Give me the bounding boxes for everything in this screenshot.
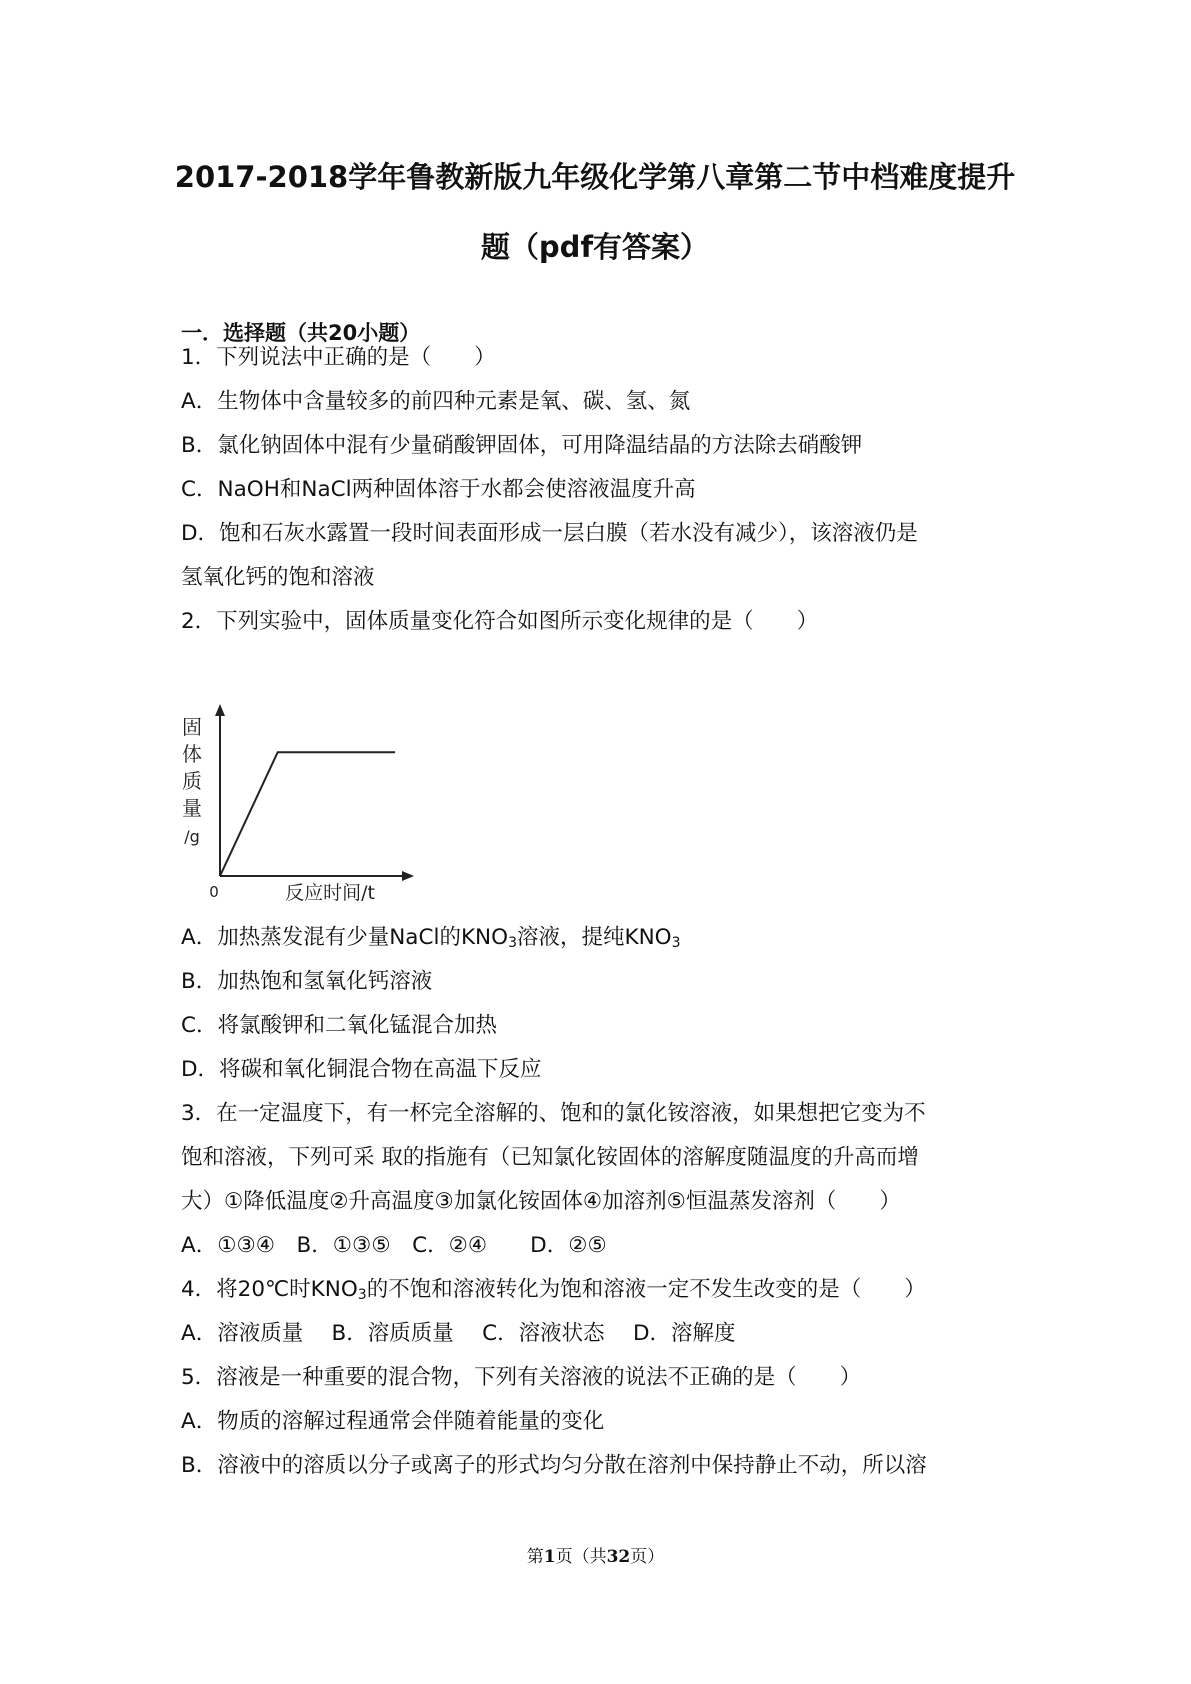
question-1-option-d: D．饱和石灰水露置一段时间表面形成一层白膜（若水没有减少），该溶液仍是 (181, 521, 918, 546)
x-axis-arrow (402, 871, 414, 881)
y-axis-label-char: /g (184, 827, 200, 846)
page-footer: 第1页（共32页） (526, 1547, 665, 1567)
y-axis-label-char: 量 (182, 796, 202, 820)
question-3-options: A．①③④ B．①③⑤ C．②④ D．②⑤ (181, 1233, 607, 1258)
question-5-stem: 5．溶液是一种重要的混合物，下列有关溶液的说法不正确的是（ ） (181, 1365, 862, 1390)
question-5-option-a: A．物质的溶解过程通常会伴随着能量的变化 (181, 1409, 605, 1434)
question-1-option-a: A．生物体中含量较多的前四种元素是氧、碳、氢、氮 (181, 389, 691, 414)
title-line-2: 题（pdf有答案） (480, 230, 710, 264)
question-3-stem-2: 饱和溶液，下列可采 取的指施有（已知氯化铵固体的溶解度随温度的升高而增 (181, 1145, 919, 1170)
question-1-stem: 1．下列说法中正确的是（ ） (181, 345, 496, 370)
question-4-options: A．溶液质量 B．溶质质量 C．溶液状态 D．溶解度 (181, 1321, 736, 1346)
question-1-option-c: C．NaOH和NaCl两种固体溶于水都会使溶液温度升高 (181, 477, 696, 502)
document-title (170, 142, 1020, 282)
question-1-option-b: B．氯化钠固体中混有少量硝酸钾固体，可用降温结晶的方法除去硝酸钾 (181, 433, 863, 458)
y-axis-label (182, 715, 202, 846)
solid-mass-chart (178, 700, 438, 910)
title-line-1: 2017-2018学年鲁教新版九年级化学第八章第二节中档难度提升 (174, 160, 1016, 194)
question-3-stem-3: 大）①降低温度②升高温度③加氯化铵固体④加溶剂⑤恒温蒸发溶剂（ ） (181, 1189, 901, 1214)
section-heading: 一．选择题（共20小题） (181, 321, 421, 345)
question-1-option-d-cont: 氢氧化钙的饱和溶液 (181, 565, 375, 590)
y-axis-arrow (215, 704, 225, 716)
y-axis-label-char: 体 (182, 742, 202, 766)
question-3-stem-1: 3．在一定温度下，有一杯完全溶解的、饱和的氯化铵溶液，如果想把它变为不 (181, 1101, 926, 1126)
y-axis-label-char: 质 (182, 769, 202, 793)
series-line (220, 752, 395, 876)
question-2-option-a: A．加热蒸发混有少量NaCl的$KNO_3$溶液，提纯$KNO_3$ (181, 925, 681, 951)
question-2-option-d: D．将碳和氧化铜混合物在高温下反应 (181, 1057, 542, 1082)
origin-label: 0 (209, 883, 219, 901)
y-axis-label-char: 固 (182, 715, 202, 739)
question-2-option-c: C．将氯酸钾和二氧化锰混合加热 (181, 1013, 498, 1038)
question-2-stem: 2．下列实验中，固体质量变化符合如图所示变化规律的是（ ） (181, 609, 819, 634)
x-axis-label: 反应时间/t (285, 882, 375, 904)
question-5-option-b: B．溶液中的溶质以分子或离子的形式均匀分散在溶剂中保持静止不动，所以溶 (181, 1453, 927, 1478)
question-2-option-b: B．加热饱和氢氧化钙溶液 (181, 969, 433, 994)
question-4-stem: 4．将20℃时$KNO_3$的不饱和溶液转化为饱和溶液一定不发生改变的是（ ） (181, 1277, 926, 1303)
